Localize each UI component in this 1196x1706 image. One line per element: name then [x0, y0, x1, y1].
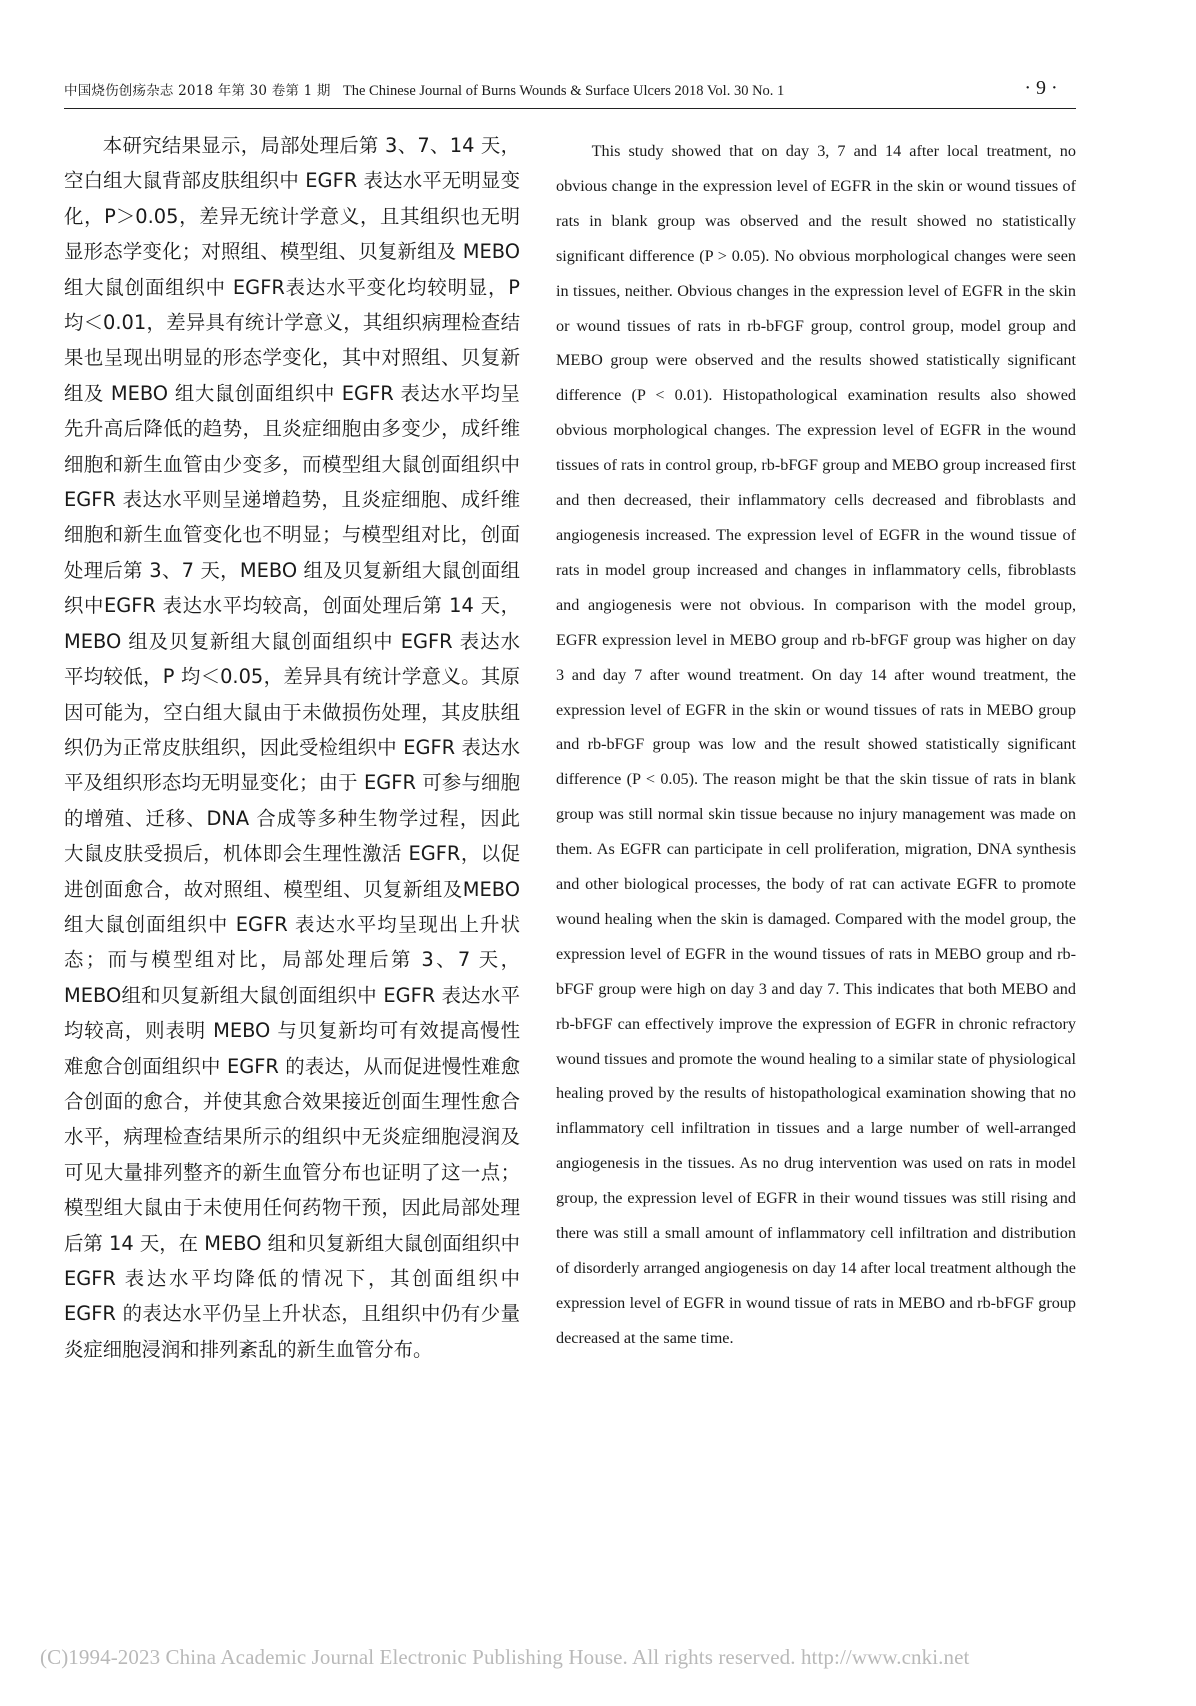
running-header: [64, 78, 1040, 104]
journal-title-en: The Chinese Journal of Burns Wounds & Surface Ulcers 2018 Vol. 30 No. 1: [342, 83, 785, 99]
copyright-footer: (C)1994-2023 China Academic Journal Electronic Publishing House. All rights reserved. http://www.cnki.net: [40, 1645, 970, 1669]
english-body-text: This study showed that on day 3, 7 and 14 after local treatment, no obvious change in the expression level of EGFR in the skin or wound tissues of rats in blank group was observed and the result showed no statistically significant difference (P > 0.05). No obvious morphological changes were seen in tissues, neither. Obvious changes in the expression level of EGFR in the skin or wound tissues of rats in rb-bFGF group, control group, model group and MEBO group were observed and the results showed statistically significant difference (P < 0.01). Histopathological examination results also showed obvious morphological changes. The expression level of EGFR in the wound tissues of rats in control group, rb-bFGF group and MEBO group increased first and then decreased, their inflammatory cells decreased and fibroblasts and angiogenesis increased. The expression level of EGFR in the wound tissue of rats in model group increased and changes in inflammatory cells, fibroblasts and angiogenesis were not obvious. In comparison with the model group, EGFR expression level in MEBO group and rb-bFGF group was higher on day 3 and day 7 after wound treatment. On day 14 after wound treatment, the expression level of EGFR in the skin or wound tissues of rats in MEBO group and rb-bFGF group was low and the result showed statistically significant difference (P < 0.05). The reason might be that the skin tissue of rats in blank group was still normal skin tissue because no injury management was made on them. As EGFR can participate in cell proliferation, migration, DNA synthesis and other biological processes, the body of rat can activate EGFR to promote wound healing when the skin is damaged. Compared with the model group, the expression level of EGFR in the wound tissues of rats in MEBO group and rb-bFGF group were high on day 3 and day 7. This indicates that both MEBO and rb-bFGF can effectively improve the expression of EGFR in chronic refractory wound tissues and promote the wound healing to a similar state of physiological healing proved by the results of histopathological examination showing that no inflammatory cell infiltration in tissues and a large number of well-arranged angiogenesis in the tissues. As no drug intervention was used on rats in model group, the expression level of EGFR in their wound tissues was still rising and there was still a small amount of inflammatory cell infiltration and distribution of disorderly arranged angiogenesis on day 14 after local treatment although the expression level of EGFR in wound tissue of rats in MEBO and rb-bFGF group decreased at the same time.: [556, 142, 1076, 1347]
page-number: · 9 ·: [1024, 77, 1058, 99]
chinese-body-text: 本研究结果显示，局部处理后第 3、7、14 天，空白组大鼠背部皮肤组织中 EGFR 表达水平无明显变化，P＞0.05，差异无统计学意义，且其组织也无明显形态学变化；对照组、模型组、贝复新组及 MEBO 组大鼠创面组织中 EGFR表达水平变化均较明显，P 均＜0.01，差异具有统计学意义，其组织病理检查结果也呈现出明显的形态学变化，其中对照组、贝复新组及 MEBO 组大鼠创面组织中 EGFR 表达水平均呈先升高后降低的趋势，且炎症细胞由多变少，成纤维细胞和新生血管由少变多，而模型组大鼠创面组织中 EGFR 表达水平则呈递增趋势，且炎症细胞、成纤维细胞和新生血管变化也不明显；与模型组对比，创面处理后第 3、7 天，MEBO 组及贝复新组大鼠创面组织中EGFR 表达水平均较高，创面处理后第 14 天，MEBO 组及贝复新组大鼠创面组织中 EGFR 表达水平均较低，P 均＜0.05，差异具有统计学意义。其原因可能为，空白组大鼠由于未做损伤处理，其皮肤组织仍为正常皮肤组织，因此受检组织中 EGFR 表达水平及组织形态均无明显变化；由于 EGFR 可参与细胞的增殖、迁移、DNA 合成等多种生物学过程，因此大鼠皮肤受损后，机体即会生理性激活 EGFR，以促进创面愈合，故对照组、模型组、贝复新组及MEBO组大鼠创面组织中 EGFR 表达水平均呈现出上升状态；而与模型组对比，局部处理后第 3、7 天，MEBO组和贝复新组大鼠创面组织中 EGFR 表达水平均较高，则表明 MEBO 与贝复新均可有效提高慢性难愈合创面组织中 EGFR 的表达，从而促进慢性难愈合创面的愈合，并使其愈合效果接近创面生理性愈合水平，病理检查结果所示的组织中无炎症细胞浸润及可见大量排列整齐的新生血管分布也证明了这一点；模型组大鼠由于未使用任何药物干预，因此局部处理后第 14 天，在 MEBO 组和贝复新组大鼠创面组织中 EGFR 表达水平均降低的情况下，其创面组织中 EGFR 的表达水平仍呈上升状态，且组织中仍有少量炎症细胞浸润和排列紊乱的新生血管分布。: [64, 134, 520, 1361]
header-rule: [64, 108, 1076, 109]
journal-title-cn: 中国烧伤创疡杂志 2018 年第 30 卷第 1 期: [64, 83, 331, 99]
